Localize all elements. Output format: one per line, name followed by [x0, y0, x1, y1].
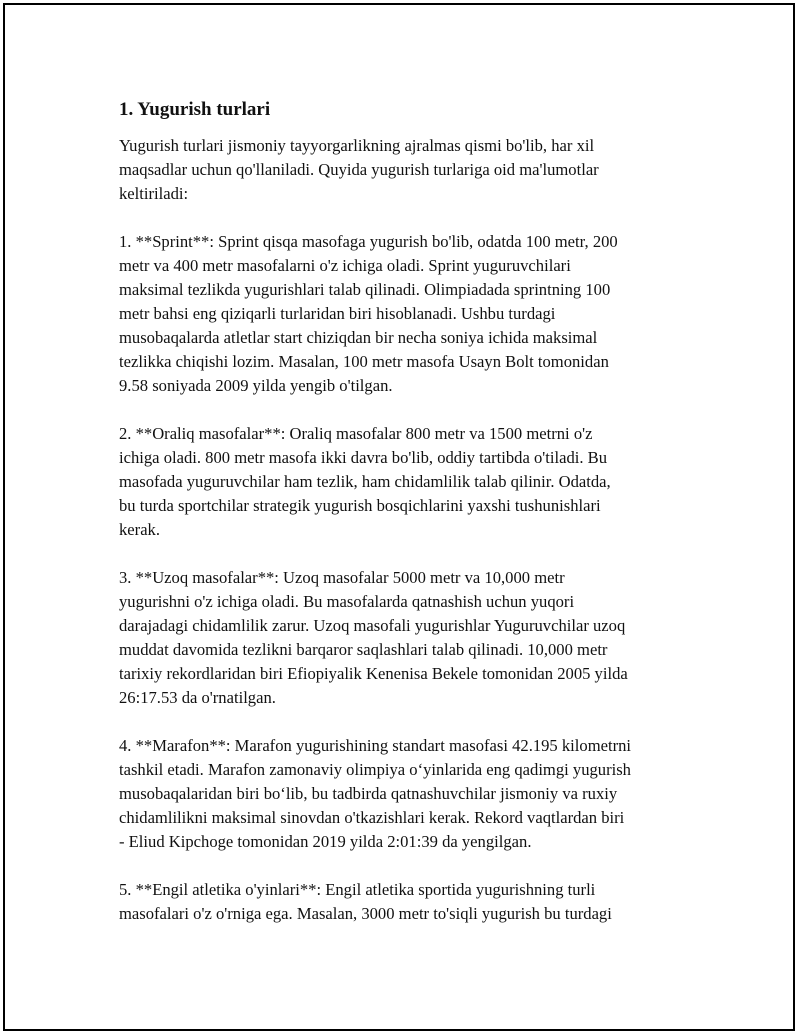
text-line: Yugurish turlari jismoniy tayyorgarlikning ajralmas qismi bo'lib, har xil — [119, 136, 595, 155]
text-line: 9.58 soniyada 2009 yilda yengib o'tilgan. — [119, 376, 393, 395]
text-line: bu turda sportchilar strategik yugurish bosqichlarini yaxshi tushunishlari — [119, 496, 601, 515]
text-line: keltiriladi: — [119, 184, 189, 203]
text-line: 2. **Oraliq masofalar**: Oraliq masofalar 800 metr va 1500 metrni o'z — [119, 424, 593, 443]
text-line: chidamlilikni maksimal sinovdan o'tkazishlari kerak. Rekord vaqtlardan biri — [119, 808, 625, 827]
text-line: yugurishni o'z ichiga oladi. Bu masofalarda qatnashish uchun yuqori — [119, 592, 575, 611]
text-line: darajadagi chidamlilik zarur. Uzoq masofali yugurishlar Yuguruvchilar uzoq — [119, 616, 626, 635]
paragraph-middle-distance — [119, 422, 679, 542]
text-line: metr bahsi eng qiziqarli turlaridan biri hisoblanadi. Ushbu turdagi — [119, 304, 556, 323]
text-line: 3. **Uzoq masofalar**: Uzoq masofalar 5000 metr va 10,000 metr — [119, 568, 565, 587]
text-line: tashkil etadi. Marafon zamonaviy olimpiya o‘yinlarida eng qadimgi yugurish — [119, 760, 631, 779]
text-line: 26:17.53 da o'rnatilgan. — [119, 688, 276, 707]
text-line: 5. **Engil atletika o'yinlari**: Engil atletika sportida yugurishning turli — [119, 880, 596, 899]
text-line: muddat davomida tezlikni barqaror saqlashlari talab qilinadi. 10,000 metr — [119, 640, 608, 659]
text-line: tezlikka chiqishi lozim. Masalan, 100 metr masofa Usayn Bolt tomonidan — [119, 352, 609, 371]
text-line: kerak. — [119, 520, 160, 539]
text-line: tarixiy rekordlaridan biri Efiopiyalik Kenenisa Bekele tomonidan 2005 yilda — [119, 664, 628, 683]
text-line: 1. **Sprint**: Sprint qisqa masofaga yugurish bo'lib, odatda 100 metr, 200 — [119, 232, 618, 251]
text-line: - Eliud Kipchoge tomonidan 2019 yilda 2:01:39 da yengilgan. — [119, 832, 532, 851]
text-line: musobaqalarda atletlar start chiziqdan bir necha soniya ichida maksimal — [119, 328, 598, 347]
document-body — [119, 98, 679, 950]
text-line: masofada yuguruvchilar ham tezlik, ham chidamlilik talab qilinir. Odatda, — [119, 472, 611, 491]
text-line: 4. **Marafon**: Marafon yugurishining standart masofasi 42.195 kilometrni — [119, 736, 632, 755]
paragraph-athletics — [119, 878, 679, 926]
text-line: maqsadlar uchun qo'llaniladi. Quyida yugurish turlariga oid ma'lumotlar — [119, 160, 599, 179]
text-line: metr va 400 metr masofalarni o'z ichiga oladi. Sprint yuguruvchilari — [119, 256, 571, 275]
paragraph-long-distance — [119, 566, 679, 710]
section-heading: 1. Yugurish turlari — [119, 99, 271, 120]
text-line: masofalari o'z o'rniga ega. Masalan, 3000 metr to'siqli yugurish bu turdagi — [119, 904, 612, 923]
paragraph-sprint — [119, 230, 679, 398]
document-page — [3, 3, 795, 1031]
paragraph-marathon — [119, 734, 679, 854]
text-line: maksimal tezlikda yugurishlari talab qilinadi. Olimpiadada sprintning 100 — [119, 280, 611, 299]
text-line: musobaqalaridan biri bo‘lib, bu tadbirda qatnashuvchilar jismoniy va ruxiy — [119, 784, 618, 803]
text-line: ichiga oladi. 800 metr masofa ikki davra bo'lib, oddiy tartibda o'tiladi. Bu — [119, 448, 608, 467]
paragraph-intro — [119, 134, 679, 206]
